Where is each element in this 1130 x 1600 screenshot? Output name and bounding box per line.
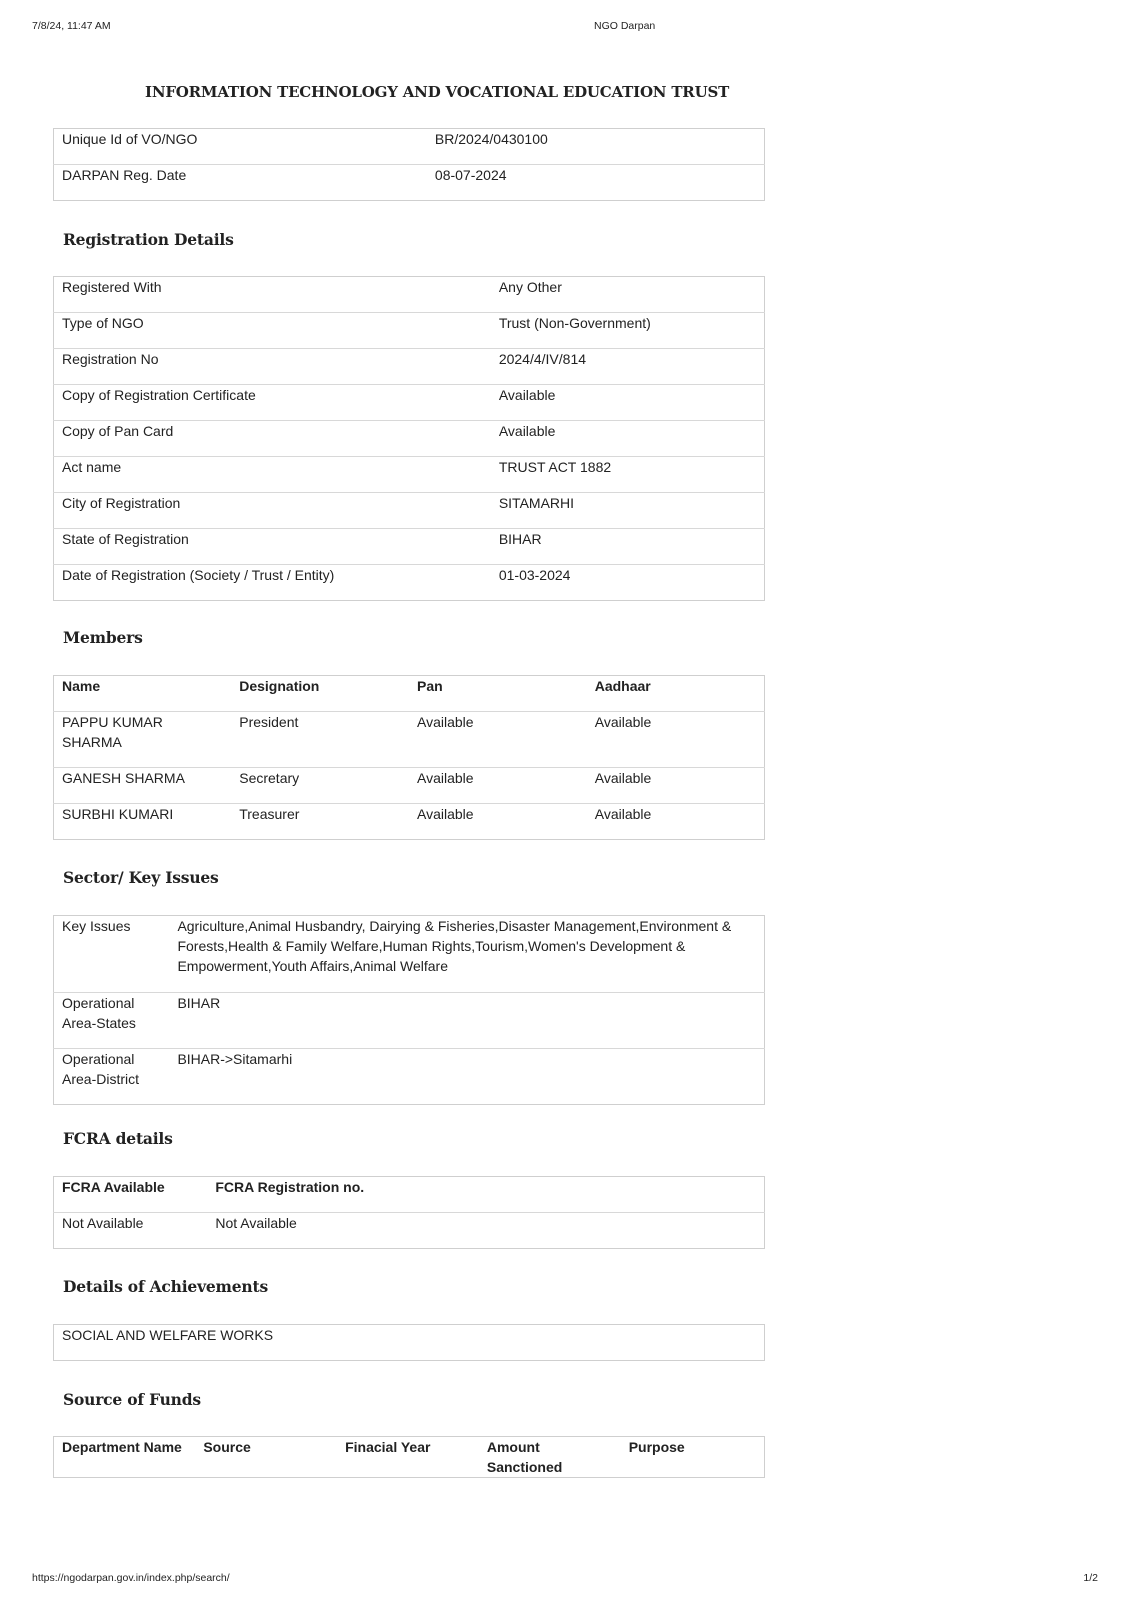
row-label: Date of Registration (Society / Trust / Entity) bbox=[54, 565, 491, 601]
unique-id-label: Unique Id of VO/NGO bbox=[62, 131, 198, 147]
table-row bbox=[54, 277, 765, 313]
header-pan: Pan bbox=[417, 678, 443, 694]
ngo-id-table bbox=[53, 128, 765, 201]
row-value: Available bbox=[491, 385, 765, 421]
member-pan: Available bbox=[409, 804, 587, 840]
table-row bbox=[54, 165, 765, 201]
member-name: GANESH SHARMA bbox=[54, 768, 232, 804]
funds-heading: Source of Funds bbox=[63, 1390, 201, 1409]
row-label: State of Registration bbox=[54, 529, 491, 565]
achievements-heading: Details of Achievements bbox=[63, 1277, 268, 1296]
table-header-row bbox=[54, 1177, 765, 1213]
table-row bbox=[54, 712, 765, 768]
table-row bbox=[54, 768, 765, 804]
fcra-heading: FCRA details bbox=[63, 1129, 173, 1148]
row-value: Trust (Non-Government) bbox=[491, 313, 765, 349]
funds-table bbox=[53, 1436, 765, 1478]
header-department-name: Department Name bbox=[62, 1439, 182, 1455]
members-table bbox=[53, 675, 765, 840]
achievements-table bbox=[53, 1324, 765, 1361]
row-label: Copy of Registration Certificate bbox=[54, 385, 491, 421]
header-amount-sanctioned: Amount Sanctioned bbox=[486, 1439, 563, 1475]
member-pan: Available bbox=[409, 768, 587, 804]
table-row bbox=[54, 349, 765, 385]
fcra-reg-no-value: Not Available bbox=[207, 1213, 764, 1249]
member-name: PAPPU KUMAR SHARMA bbox=[54, 712, 232, 768]
sector-table bbox=[53, 915, 765, 1105]
member-designation: President bbox=[231, 712, 409, 768]
table-header-row bbox=[54, 1437, 765, 1478]
registration-details-table bbox=[53, 276, 765, 601]
table-row bbox=[54, 1049, 765, 1105]
table-row bbox=[54, 1325, 765, 1361]
row-value: SITAMARHI bbox=[491, 493, 765, 529]
print-header bbox=[32, 20, 1098, 36]
table-row bbox=[54, 385, 765, 421]
row-label: Type of NGO bbox=[54, 313, 491, 349]
member-designation: Secretary bbox=[231, 768, 409, 804]
row-label: City of Registration bbox=[54, 493, 491, 529]
area-states-value: BIHAR bbox=[169, 993, 764, 1049]
area-states-label: Operational Area-States bbox=[54, 993, 170, 1049]
member-pan: Available bbox=[409, 712, 587, 768]
member-designation: Treasurer bbox=[231, 804, 409, 840]
header-financial-year: Finacial Year bbox=[345, 1439, 431, 1455]
row-value: 01-03-2024 bbox=[491, 565, 765, 601]
darpan-date-label: DARPAN Reg. Date bbox=[54, 165, 427, 201]
table-row bbox=[54, 1213, 765, 1249]
print-url: https://ngodarpan.gov.in/index.php/search/ bbox=[32, 1572, 230, 1584]
key-issues-value: Agriculture,Animal Husbandry, Dairying & Fisheries,Disaster Management,Environment & Forests,Health & Family Welfare,Human Rights,Tourism,Women's Development & Empowerment,Youth Affairs,Animal Welfare bbox=[177, 918, 732, 974]
area-district-label: Operational Area-District bbox=[54, 1049, 170, 1105]
header-name: Name bbox=[62, 678, 101, 694]
row-value: 2024/4/IV/814 bbox=[491, 349, 765, 385]
print-page-title: NGO Darpan bbox=[594, 20, 656, 32]
row-label: Copy of Pan Card bbox=[54, 421, 491, 457]
row-value: Any Other bbox=[498, 279, 562, 295]
header-fcra-available: FCRA Available bbox=[62, 1179, 165, 1195]
achievements-value: SOCIAL AND WELFARE WORKS bbox=[62, 1327, 274, 1343]
table-row bbox=[54, 916, 765, 993]
page-number: 1/2 bbox=[1083, 1572, 1098, 1584]
row-value: BIHAR bbox=[491, 529, 765, 565]
darpan-date-value: 08-07-2024 bbox=[427, 165, 765, 201]
table-row bbox=[54, 421, 765, 457]
registration-details-heading: Registration Details bbox=[63, 230, 234, 249]
print-timestamp: 7/8/24, 11:47 AM bbox=[32, 20, 111, 32]
header-designation: Designation bbox=[239, 678, 320, 694]
print-footer bbox=[32, 1572, 1098, 1588]
unique-id-value: BR/2024/0430100 bbox=[434, 131, 548, 147]
table-row bbox=[54, 993, 765, 1049]
row-value: TRUST ACT 1882 bbox=[491, 457, 765, 493]
row-value: Available bbox=[491, 421, 765, 457]
table-row bbox=[54, 493, 765, 529]
table-header-row bbox=[54, 676, 765, 712]
table-row bbox=[54, 457, 765, 493]
table-row bbox=[54, 565, 765, 601]
row-label: Registration No bbox=[54, 349, 491, 385]
key-issues-label: Key Issues bbox=[62, 918, 131, 934]
member-name: SURBHI KUMARI bbox=[54, 804, 232, 840]
ngo-name-heading: INFORMATION TECHNOLOGY AND VOCATIONAL EDUCATION TRUST bbox=[145, 83, 730, 101]
member-aadhaar: Available bbox=[587, 712, 765, 768]
header-source: Source bbox=[203, 1439, 251, 1455]
fcra-available-value: Not Available bbox=[54, 1213, 208, 1249]
row-label: Registered With bbox=[62, 279, 162, 295]
fcra-table bbox=[53, 1176, 765, 1249]
sector-heading: Sector/ Key Issues bbox=[63, 868, 219, 887]
header-fcra-reg-no: FCRA Registration no. bbox=[215, 1179, 365, 1195]
member-aadhaar: Available bbox=[587, 804, 765, 840]
table-row bbox=[54, 529, 765, 565]
members-heading: Members bbox=[63, 628, 143, 647]
header-purpose: Purpose bbox=[628, 1439, 685, 1455]
table-row bbox=[54, 313, 765, 349]
table-row bbox=[54, 129, 765, 165]
area-district-value: BIHAR->Sitamarhi bbox=[169, 1049, 764, 1105]
header-aadhaar: Aadhaar bbox=[594, 678, 651, 694]
member-aadhaar: Available bbox=[587, 768, 765, 804]
row-label: Act name bbox=[54, 457, 491, 493]
table-row bbox=[54, 804, 765, 840]
